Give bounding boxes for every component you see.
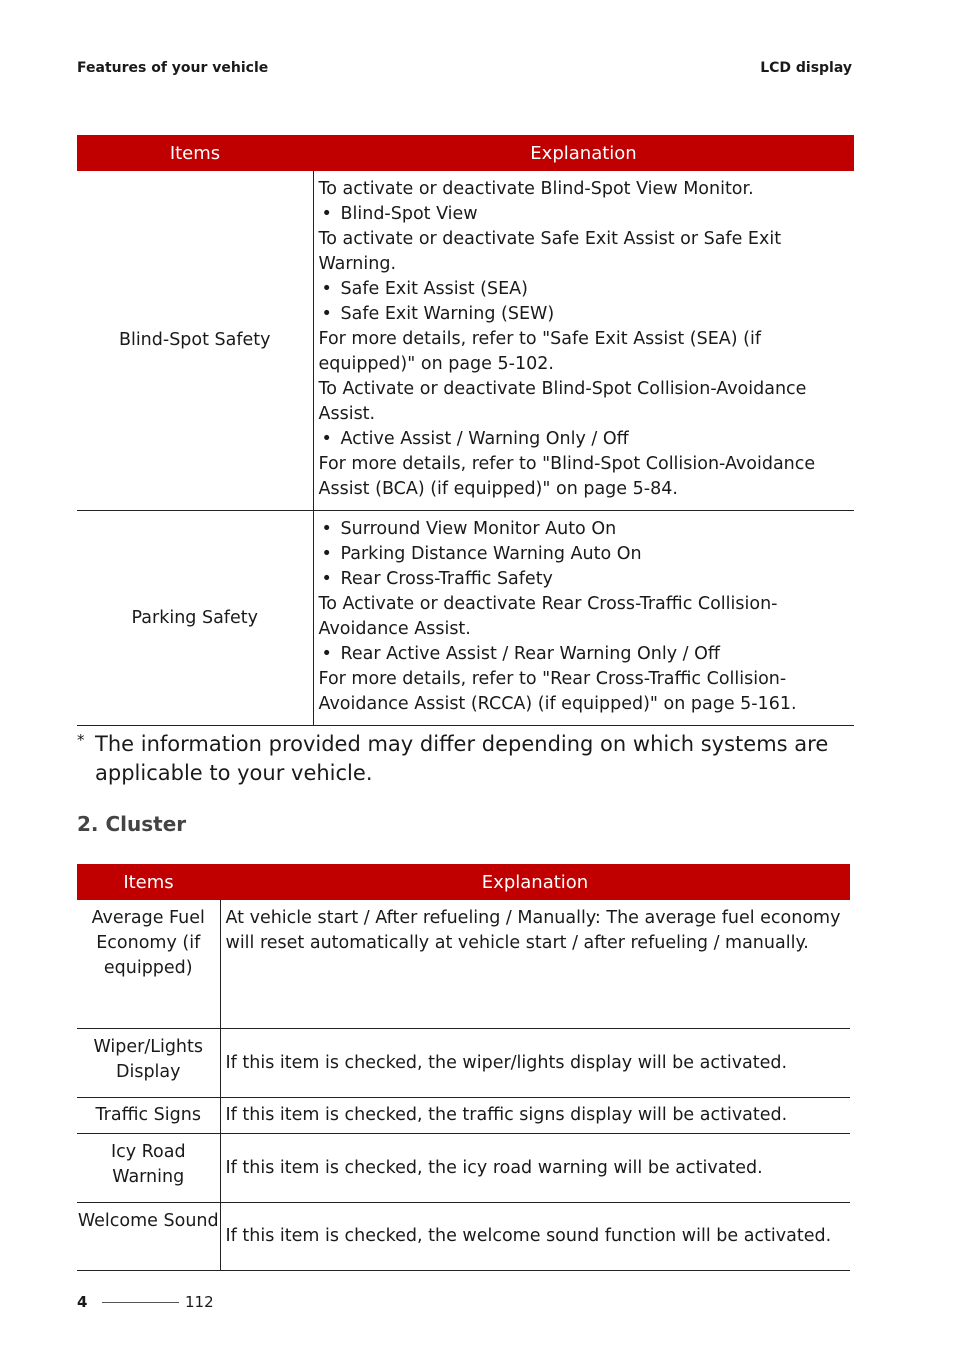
footnote xyxy=(77,730,837,788)
section-title: 2. Cluster xyxy=(77,812,187,836)
footer-divider xyxy=(102,1302,179,1303)
table-row xyxy=(77,1029,850,1098)
explanation-line: To activate or deactivate Safe Exit Assist or Safe Exit Warning. xyxy=(318,228,782,274)
row-explanation: At vehicle start / After refueling / Manually: The average fuel economy will reset automatically at vehicle start / after refueling / manually. xyxy=(220,900,850,1029)
row-explanation: If this item is checked, the welcome sound function will be activated. xyxy=(220,1203,850,1271)
bullet-item: • Safe Exit Warning (SEW) xyxy=(319,302,847,327)
row-explanation: If this item is checked, the wiper/lights display will be activated. xyxy=(220,1029,850,1098)
table-header-row xyxy=(77,864,850,900)
explanation-line: For more details, refer to "Blind-Spot Collision-Avoidance Assist (BCA) (if equipped)" on page 5-84. xyxy=(318,453,816,499)
column-header-explanation: Explanation xyxy=(220,864,850,900)
safety-settings-table xyxy=(77,135,854,726)
bullet-item: • Rear Active Assist / Rear Warning Only / Off xyxy=(319,642,847,667)
explanation-line: To Activate or deactivate Rear Cross-Traffic Collision-Avoidance Assist. xyxy=(318,593,778,639)
explanation-line: To activate or deactivate Blind-Spot View Monitor. xyxy=(318,178,754,199)
running-header-section: Features of your vehicle xyxy=(77,60,269,76)
footnote-text-line: applicable to your vehicle. xyxy=(95,761,373,785)
row-item-label: Traffic Signs xyxy=(77,1098,220,1134)
bullet-item: • Parking Distance Warning Auto On xyxy=(319,542,847,567)
footnote-asterisk: * xyxy=(77,731,85,749)
running-header-topic: LCD display xyxy=(760,60,852,76)
row-item-label: Blind-Spot Safety xyxy=(77,171,313,511)
table-row xyxy=(77,1098,850,1134)
bullet-item: • Safe Exit Assist (SEA) xyxy=(319,277,847,302)
table-row xyxy=(77,511,854,726)
row-item-label: Parking Safety xyxy=(77,511,313,726)
row-item-label: Icy Road Warning xyxy=(77,1134,220,1203)
table-header-row xyxy=(77,135,854,171)
explanation-line: For more details, refer to "Rear Cross-Traffic Collision-Avoidance Assist (RCCA) (if equipped)" on page 5-161. xyxy=(318,668,797,714)
row-explanation: If this item is checked, the traffic signs display will be activated. xyxy=(220,1098,850,1134)
row-item-label: Average Fuel Economy (if equipped) xyxy=(77,900,220,1029)
explanation-line: For more details, refer to "Safe Exit Assist (SEA) (if equipped)" on page 5-102. xyxy=(318,328,762,374)
footer-section-number: 4 xyxy=(77,1293,88,1311)
cluster-settings-table xyxy=(77,864,850,1271)
bullet-item: • Rear Cross-Traffic Safety xyxy=(319,567,847,592)
column-header-explanation: Explanation xyxy=(313,135,854,171)
footnote-text-line: The information provided may differ depending on which systems are xyxy=(95,732,829,756)
table-row xyxy=(77,1203,850,1271)
row-explanation xyxy=(313,511,854,726)
footer-page-number: 112 xyxy=(185,1293,214,1311)
table-row xyxy=(77,1134,850,1203)
bullet-item: • Blind-Spot View xyxy=(319,202,847,227)
row-explanation xyxy=(313,171,854,511)
column-header-items: Items xyxy=(77,135,313,171)
row-item-label: Wiper/Lights Display xyxy=(77,1029,220,1098)
row-explanation: If this item is checked, the icy road warning will be activated. xyxy=(220,1134,850,1203)
table-row xyxy=(77,900,850,1029)
bullet-item: • Surround View Monitor Auto On xyxy=(319,517,847,542)
column-header-items: Items xyxy=(77,864,220,900)
bullet-item: • Active Assist / Warning Only / Off xyxy=(319,427,847,452)
explanation-line: To Activate or deactivate Blind-Spot Collision-Avoidance Assist. xyxy=(318,378,807,424)
table-row xyxy=(77,171,854,511)
row-item-label: Welcome Sound xyxy=(77,1203,220,1271)
